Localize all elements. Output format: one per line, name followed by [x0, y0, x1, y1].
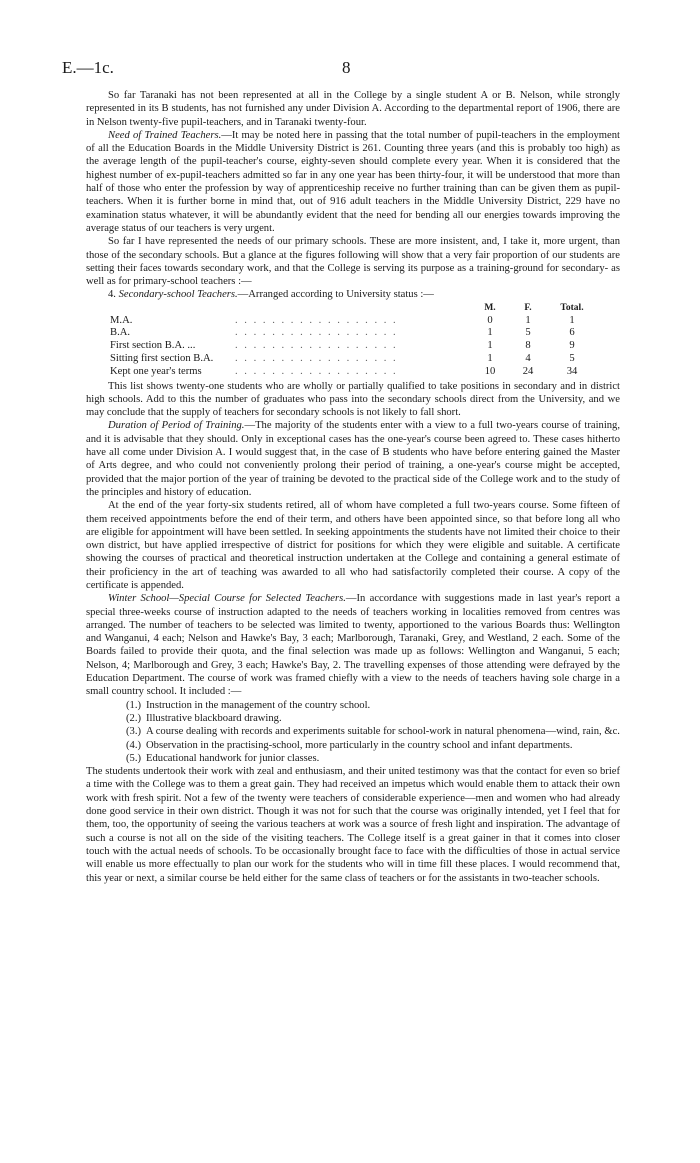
section-title: Duration of Period of Training. [108, 420, 245, 432]
cell-total: 9 [569, 340, 575, 352]
table-header-row [110, 302, 597, 315]
column-header-total: Total. [560, 302, 584, 313]
page-reference: E.—1c. [62, 58, 114, 77]
leader-dots: . . . . . . . . . . . . . . . . . . [235, 314, 398, 326]
row-label: Kept one year's terms [110, 365, 202, 377]
cell-total: 6 [569, 327, 575, 339]
cell-f: 4 [525, 352, 531, 364]
leader-dots: . . . . . . . . . . . . . . . . . . [235, 327, 398, 339]
paragraph-students-testimony: The students undertook their work with zeal and enthusiasm, and their united testimony was that the contact for even so brief a time with the College was to them a great gain. They had received an impetus which would enable them to attack their own work with fresh spirit. Not a few of the twenty were teachers of considerable experience—men and women who had already done good service in their own district. Though it was not for such that the course was originally intended, yet I feel that for them, too, the opportunity of seeing the various teachers at work was a source of fresh light and inspiration. The advantage of such a course is not all on the side of the visiting teachers. The College itself is a great gainer in that it comes into closer touch with the actual needs of schools. To be occasionally brought face to face with the difficulties of those in actual service will enable us more effectually to plan our work for the students who will in time fill these places. I would recommend that, this year or next, a similar course be held either for the same class of teachers or for the assistants in two-teacher schools. [86, 766, 620, 884]
cell-m: 10 [484, 365, 496, 377]
paragraph-list-summary: This list shows twenty-one students who are wholly or partially qualified to take positions in secondary and in district high schools. Add to this the number of graduates who pass into the secondary schools direct from the University, and we may conclude that the supply of teachers for secondary schools is not likely to fall short. [86, 380, 620, 419]
cell-m: 1 [487, 352, 493, 364]
table-row [110, 315, 597, 328]
cell-f: 1 [525, 314, 531, 326]
row-label: First section B.A. ... [110, 340, 196, 352]
page-number: 8 [342, 58, 351, 77]
row-label: Sitting first section B.A. [110, 352, 214, 364]
leader-dots: . . . . . . . . . . . . . . . . . . [235, 365, 398, 377]
cell-f: 8 [525, 340, 531, 352]
list-item: (4.) Observation in the practising-school, more particularly in the country school and infant departments. [126, 739, 573, 751]
list-item: (1.) Instruction in the management of the country school. [126, 699, 371, 711]
cell-m: 1 [487, 340, 493, 352]
cell-m: 1 [487, 327, 493, 339]
section-title: Need of Trained Teachers. [108, 129, 222, 141]
table-row [110, 327, 597, 340]
paragraph-winter-school: Winter School—Special Course for Selected Teachers.—In accordance with suggestions made in last year's report a special three-weeks course of instruction adapted to the needs of teachers working in localities removed from centres was arranged. The number of teachers to be selected was limited to twenty, apportioned to the various Boards thus: Wellington and Wanganui, 4 each; Nelson and Hawke's Bay, 3 each; Marlborough, Taranaki, Grey, and Westland, 2 each. Some of the Boards failed to provide their quota, and the final selection was made up as follows: Wellington and Wanganui, 5 each; Nelson, 4; Marlborough and Grey, 3 each; Hawke's Bay, 2. The travelling expenses of those attending were defrayed by the Education Department. The course of work was framed chiefly with a view to the needs of teachers having sole charge in a small country school. It included :— [86, 593, 620, 698]
row-label: M.A. [110, 314, 133, 326]
table-row [110, 340, 597, 353]
course-list [86, 699, 620, 765]
cell-f: 5 [525, 327, 531, 339]
leader-dots: . . . . . . . . . . . . . . . . . . [235, 340, 398, 352]
cell-f: 24 [522, 365, 534, 377]
cell-total: 5 [569, 352, 575, 364]
cell-total: 34 [566, 365, 578, 377]
leader-dots: . . . . . . . . . . . . . . . . . . [235, 352, 398, 364]
paragraph-duration-training: Duration of Period of Training.—The majority of the students enter with a view to a full two-years course of training, and it is advisable that they should. Only in exceptional cases has the one-year's course been agreed to. These cases hitherto have all come under Division A. I would suggest that, in the case of B students who have before entering gained the Master of Arts degree, and who could not conveniently prolong their period of training, a one-year's course might be accepted, provided that the major portion of the year of training be devoted to the practical side of the College work and to the study of the principles and history of education. [86, 420, 620, 498]
cell-total: 1 [569, 314, 575, 326]
list-item: (2.) Illustrative blackboard drawing. [126, 712, 282, 724]
row-label: B.A. [110, 327, 131, 339]
report-body [86, 89, 620, 885]
cell-m: 0 [487, 314, 493, 326]
paragraph-trained-teachers: Need of Trained Teachers.—It may be noted here in passing that the total number of pupil-teachers in the employment of all the Education Boards in the Middle University District is 261. Counting three years (and this is probably too high) as the average length of the pupil-teacher's course, eighty-seven should complete every year. When it is considered that the highest number of ex-pupil-teachers admitted so far in any one year has been thirty-four, it will be understood that more than half of those who enter the profession by way of apprenticeship receive no further training than can be given them as pupil-teachers. When it is further borne in mind that, out of 916 adult teachers in the Middle University District, 229 have no examination status whatever, it will be abundantly evident that the need for bending all our energies towards improving the average status of our teachers is very urgent. [86, 129, 620, 234]
column-header-f: F. [524, 302, 532, 313]
paragraph-retired-students: At the end of the year forty-six students retired, all of whom have completed a full two-years course. Some fifteen of them received appointments before the end of their term, and others have been appointed since, so that before long all who are eligible for appointment will have been settled. In seeking appointments the students have not limited their choice to their own district, but have applied irrespective of district for positions for which they were eligible and suitable. A certificate showing the courses of practical and theoretical instruction undertaken at the College and containing a general estimate of their proficiency in the art of teaching was awarded to all who had satisfactorily completed their course. A copy of the certificate is appended. [86, 500, 620, 591]
paragraph-secondary-teachers: 4. Secondary-school Teachers.—Arranged according to University status :— [108, 289, 434, 301]
list-item: (3.) A course dealing with records and experiments suitable for school-work in natural phenomena—wind, rain, &c. [126, 726, 620, 738]
university-status-table [110, 302, 597, 379]
paragraph-primary-schools: So far I have represented the needs of our primary schools. These are more insistent, and, I take it, more urgent, than those of the secondary schools. But a glance at the figures following will show that a very fair proportion of our students are setting their faces towards secondary work, and that the College is serving its purpose as a training-ground for secondary- as well as for primary-school teachers :— [86, 236, 620, 288]
section-title: Secondary-school Teachers. [118, 289, 238, 301]
section-title: Winter School—Special Course for Selected Teachers. [108, 593, 346, 605]
column-header-m: M. [484, 302, 496, 313]
list-item: (5.) Educational handwork for junior classes. [126, 752, 320, 764]
table-row [110, 353, 597, 366]
table-row [110, 366, 597, 379]
paragraph-taranaki: So far Taranaki has not been represented at all in the College by a single student A or B. Nelson, while strongly represented in its B students, has not furnished any under Division A. According to the departmental report of 1906, there are in Nelson twenty-five pupil-teachers, and in Taranaki twenty-four. [86, 90, 620, 128]
